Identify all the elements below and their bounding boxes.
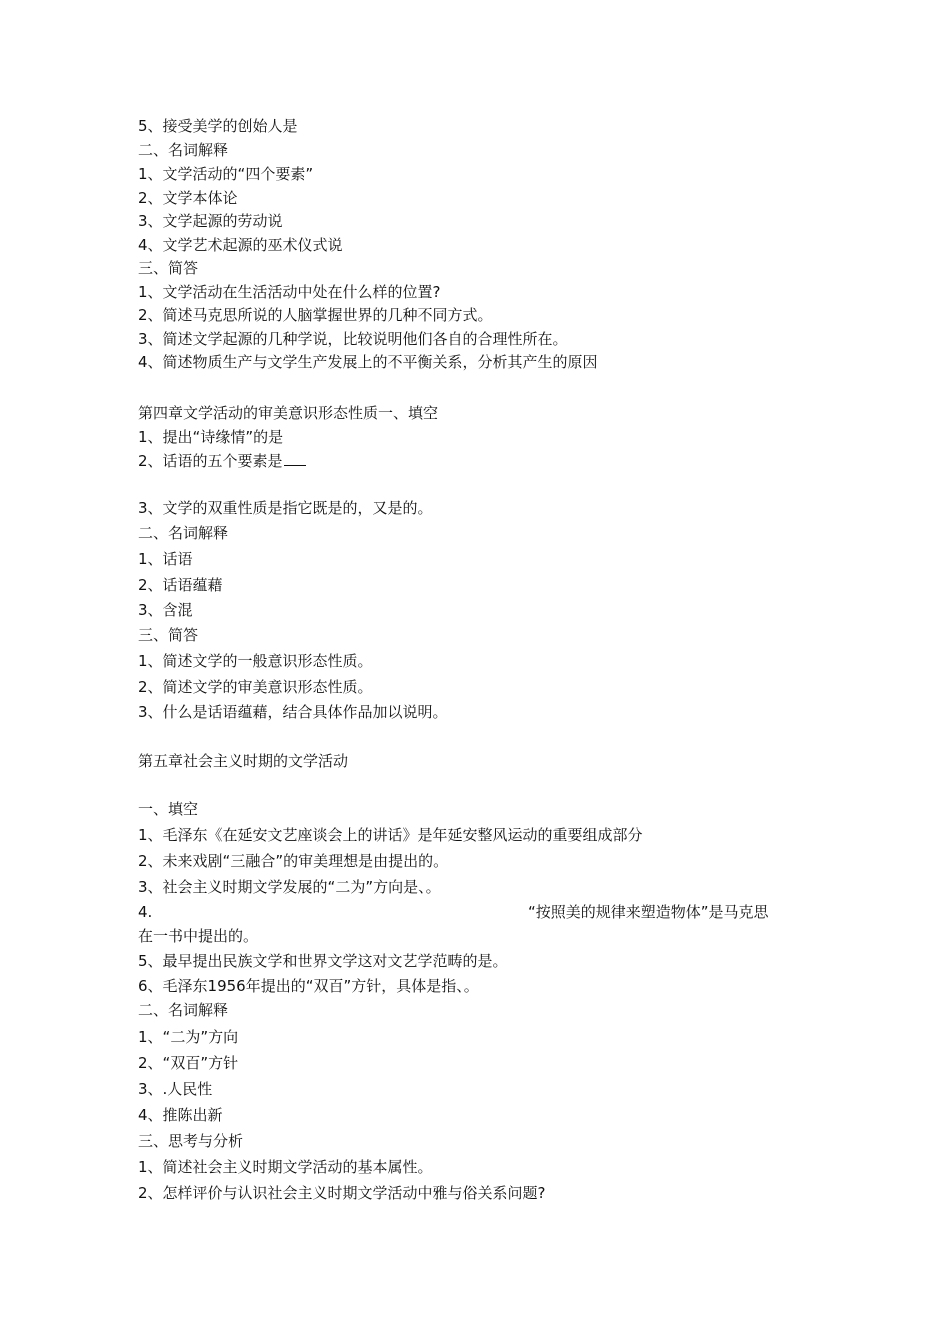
text-line: 在一书中提出的。 [138,927,259,945]
text-line: 2、文学本体论 [138,189,238,207]
section-heading: 二、名词解释 [138,524,229,542]
text-line: 2、话语蕴藉 [138,576,223,594]
text-line: 2、简述文学的审美意识形态性质。 [138,678,373,696]
text-line: 6、毛泽东1956年提出的“双百”方针，具体是指、。 [138,977,479,995]
text-line: 2、怎样评价与认识社会主义时期文学活动中雅与俗关系问题? [138,1184,546,1202]
text-line [138,451,306,471]
chapter-heading: 第四章文学活动的审美意识形态性质一、填空 [138,404,439,422]
text-line: 1、提出“诗缘情”的是 [138,428,284,446]
text-line: 1、话语 [138,550,193,568]
text-line: 2、未来戏剧“三融合”的审美理想是由提出的。 [138,852,449,870]
text-line: 1、简述社会主义时期文学活动的基本属性。 [138,1158,433,1176]
text-line: 3、文学起源的劳动说 [138,212,283,230]
text-line: 3、.人民性 [138,1080,213,1098]
section-heading: 三、思考与分析 [138,1132,244,1150]
text-fragment: 2、话语的五个要素是 [138,452,283,470]
text-fragment: “按照美的规律来塑造物体”是马克思 [528,903,769,921]
text-line: 4、文学艺术起源的巫术仪式说 [138,236,343,254]
section-heading: 二、名词解释 [138,1001,229,1019]
section-heading: 二、名词解释 [138,141,229,159]
text-line: 3、文学的双重性质是指它既是的，又是的。 [138,499,433,517]
section-heading: 三、简答 [138,259,199,277]
text-line: 4、推陈出新 [138,1106,223,1124]
section-heading: 一、填空 [138,800,199,818]
text-line: 2、“双百”方针 [138,1054,239,1072]
section-heading: 三、简答 [138,626,199,644]
text-line: 2、简述马克思所说的人脑掌握世界的几种不同方式。 [138,306,493,324]
text-line: 5、最早提出民族文学和世界文学这对文艺学范畴的是。 [138,952,508,970]
fill-blank-line [284,451,306,466]
text-line: 1、简述文学的一般意识形态性质。 [138,652,373,670]
text-line: 5、接受美学的创始人是 [138,117,298,135]
text-line: 1、文学活动的“四个要素” [138,165,314,183]
text-line: 3、简述文学起源的几种学说，比较说明他们各自的合理性所在。 [138,330,568,348]
text-line [138,902,818,922]
text-fragment: 4. [138,903,153,921]
chapter-heading: 第五章社会主义时期的文学活动 [138,752,349,770]
text-line: 3、含混 [138,601,193,619]
text-line: 1、文学活动在生活活动中处在什么样的位置? [138,283,441,301]
text-line: 1、毛泽东《在延安文艺座谈会上的讲话》是年延安整风运动的重要组成部分 [138,826,643,844]
text-line: 3、什么是话语蕴藉，结合具体作品加以说明。 [138,703,448,721]
text-line: 4、简述物质生产与文学生产发展上的不平衡关系，分析其产生的原因 [138,353,598,371]
text-line: 1、“二为”方向 [138,1028,239,1046]
text-line: 3、社会主义时期文学发展的“二为”方向是、。 [138,878,441,896]
